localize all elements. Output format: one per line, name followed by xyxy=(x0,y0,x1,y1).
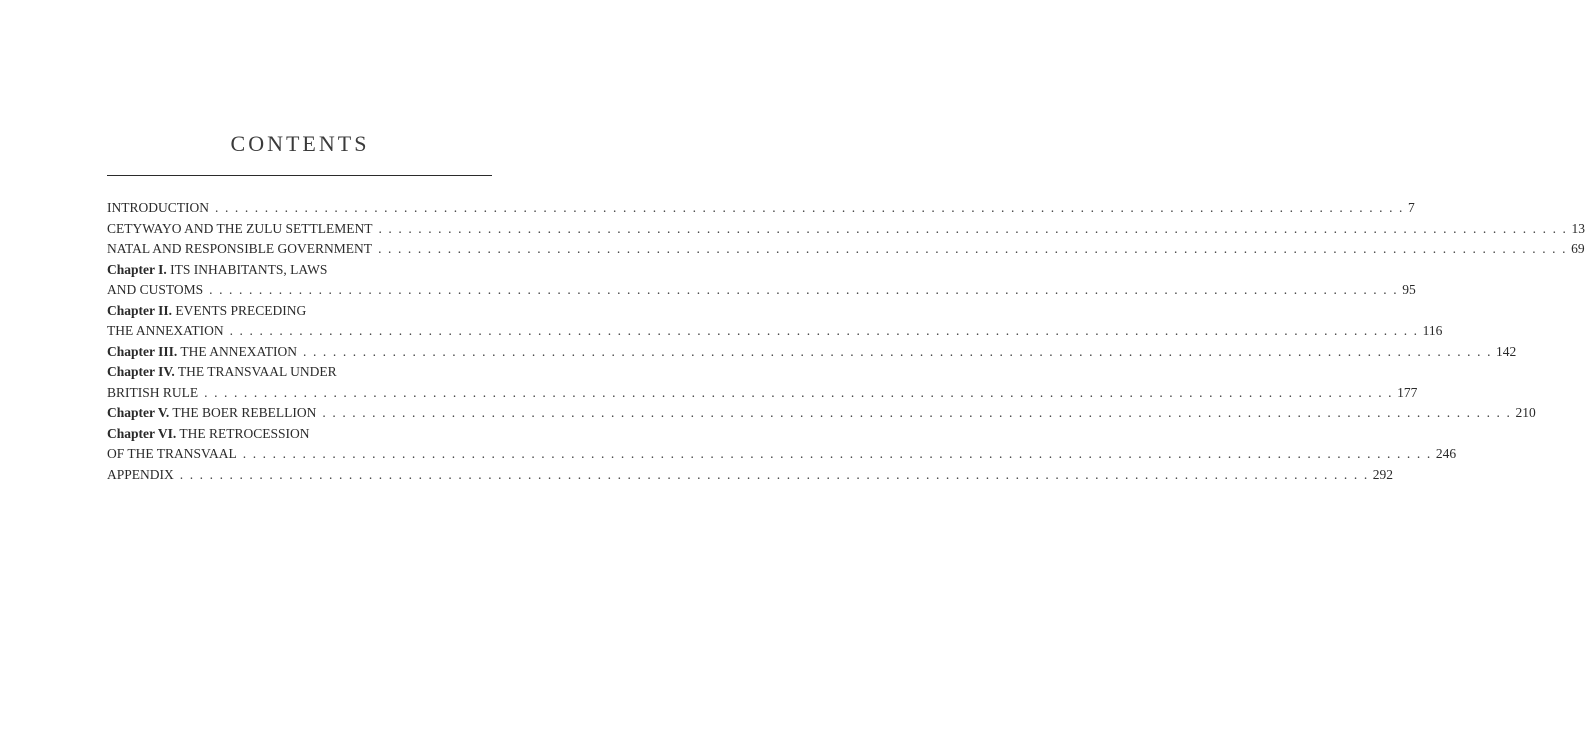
leader-dots: . . . . . . . . . . . . . . . . . . . . . . . . . . . . . . . . . . . . . . . . . . . . . . . . . . . . . . . . . . . . . . . . . . . . . . . . . . . . . . . . . . . . . . . . . . . . . . . . . . . . . . . . . . . . . . . . . . . . . . . . xyxy=(229,323,1419,338)
toc-line xyxy=(107,282,1416,303)
toc-entry[interactable] xyxy=(107,302,1443,344)
toc-line xyxy=(107,343,1517,365)
toc-line xyxy=(107,241,1585,262)
entry-title: EVENTS PRECEDING xyxy=(175,302,307,318)
entry-title: THE TRANSVAAL UNDER xyxy=(177,364,337,379)
entry-title: THE ANNEXATION xyxy=(180,343,298,359)
toc-line xyxy=(107,466,1394,488)
toc-entry[interactable] xyxy=(107,425,1457,467)
entry-title: THE BOER REBELLION xyxy=(172,405,317,420)
page-number: 7 xyxy=(1408,200,1415,215)
toc-line xyxy=(107,446,1457,467)
title-rule xyxy=(107,175,492,176)
toc-line xyxy=(107,303,488,324)
chapter-number: Chapter IV. xyxy=(107,364,175,379)
entry-title: THE RETROCESSION xyxy=(179,425,310,441)
leader-dots: . . . . . . . . . . . . . . . . . . . . . . . . . . . . . . . . . . . . . . . . . . . . . . . . . . . . . . . . . . . . . . . . . . . . . . . . . . . . . . . . . . . . . . . . . . . . . . . . . . . . . . . . . . . . . . . . . . . . . . . . xyxy=(322,405,1512,420)
toc-line xyxy=(107,426,488,447)
toc-entry[interactable] xyxy=(107,261,1416,303)
leader-dots: . . . . . . . . . . . . . . . . . . . . . . . . . . . . . . . . . . . . . . . . . . . . . . . . . . . . . . . . . . . . . . . . . . . . . . . . . . . . . . . . . . . . . . . . . . . . . . . . . . . . . . . . . . . . . . . . . . . . . . . . xyxy=(204,384,1394,400)
leader-dots: . . . . . . . . . . . . . . . . . . . . . . . . . . . . . . . . . . . . . . . . . . . . . . . . . . . . . . . . . . . . . . . . . . . . . . . . . . . . . . . . . . . . . . . . . . . . . . . . . . . . . . . . . . . . . . . . . . . . . . . . xyxy=(242,446,1432,461)
toc-line xyxy=(107,220,1585,242)
page-number: 177 xyxy=(1397,384,1418,400)
toc-entry[interactable] xyxy=(107,364,1418,405)
toc-entry[interactable] xyxy=(107,343,1517,365)
entry-title: THE ANNEXATION xyxy=(107,323,224,338)
page-number: 246 xyxy=(1435,446,1457,461)
chapter-number: Chapter V. xyxy=(107,405,170,420)
page-number: 69 xyxy=(1571,241,1585,256)
toc-line xyxy=(107,364,488,385)
entry-title: AND CUSTOMS xyxy=(107,282,204,297)
page-number: 210 xyxy=(1515,405,1536,420)
page-number: 142 xyxy=(1496,343,1517,359)
chapter-number: Chapter VI. xyxy=(107,425,177,441)
page-title: CONTENTS xyxy=(230,131,370,156)
leader-dots: . . . . . . . . . . . . . . . . . . . . . . . . . . . . . . . . . . . . . . . . . . . . . . . . . . . . . . . . . . . . . . . . . . . . . . . . . . . . . . . . . . . . . . . . . . . . . . . . . . . . . . . . . . . . . . . . . . . . . . . . xyxy=(303,343,1493,359)
toc-line xyxy=(107,262,488,283)
toc-line xyxy=(107,200,1415,221)
toc-line xyxy=(107,405,1536,426)
leader-dots: . . . . . . . . . . . . . . . . . . . . . . . . . . . . . . . . . . . . . . . . . . . . . . . . . . . . . . . . . . . . . . . . . . . . . . . . . . . . . . . . . . . . . . . . . . . . . . . . . . . . . . . . . . . . . . . . . . . . . . . . xyxy=(209,282,1399,297)
leader-dots: . . . . . . . . . . . . . . . . . . . . . . . . . . . . . . . . . . . . . . . . . . . . . . . . . . . . . . . . . . . . . . . . . . . . . . . . . . . . . . . . . . . . . . . . . . . . . . . . . . . . . . . . . . . . . . . . . . . . . . . . xyxy=(179,466,1369,482)
entry-title: NATAL AND RESPONSIBLE GOVERNMENT xyxy=(107,241,373,256)
toc-entry[interactable] xyxy=(107,220,1585,242)
page-number: 95 xyxy=(1402,282,1416,297)
entry-title: CETYWAYO AND THE ZULU SETTLEMENT xyxy=(107,220,373,236)
entry-title: INTRODUCTION xyxy=(107,200,209,215)
chapter-number: Chapter I. xyxy=(107,261,167,277)
toc-line xyxy=(107,384,1418,406)
toc-entry[interactable] xyxy=(107,466,1394,488)
page-number: 292 xyxy=(1372,466,1394,482)
toc-entry[interactable] xyxy=(107,405,1536,426)
toc-entry[interactable] xyxy=(107,241,1585,262)
chapter-number: Chapter III. xyxy=(107,343,178,359)
page-number: 13 xyxy=(1571,220,1585,236)
leader-dots: . . . . . . . . . . . . . . . . . . . . . . . . . . . . . . . . . . . . . . . . . . . . . . . . . . . . . . . . . . . . . . . . . . . . . . . . . . . . . . . . . . . . . . . . . . . . . . . . . . . . . . . . . . . . . . . . . . . . . . . . xyxy=(378,220,1568,236)
leader-dots: . . . . . . . . . . . . . . . . . . . . . . . . . . . . . . . . . . . . . . . . . . . . . . . . . . . . . . . . . . . . . . . . . . . . . . . . . . . . . . . . . . . . . . . . . . . . . . . . . . . . . . . . . . . . . . . . . . . . . . . . xyxy=(378,241,1568,256)
leader-dots: . . . . . . . . . . . . . . . . . . . . . . . . . . . . . . . . . . . . . . . . . . . . . . . . . . . . . . . . . . . . . . . . . . . . . . . . . . . . . . . . . . . . . . . . . . . . . . . . . . . . . . . . . . . . . . . . . . . . . . . . xyxy=(215,200,1405,215)
entry-title: OF THE TRANSVAAL xyxy=(107,446,237,461)
table-of-contents xyxy=(107,200,1585,487)
entry-title: APPENDIX xyxy=(107,466,174,482)
toc-entry[interactable] xyxy=(107,200,1415,221)
toc-line xyxy=(107,323,1443,344)
entry-title: ITS INHABITANTS, LAWS xyxy=(170,261,328,277)
chapter-number: Chapter II. xyxy=(107,302,173,318)
page-number: 116 xyxy=(1422,323,1443,338)
entry-title: BRITISH RULE xyxy=(107,384,199,400)
